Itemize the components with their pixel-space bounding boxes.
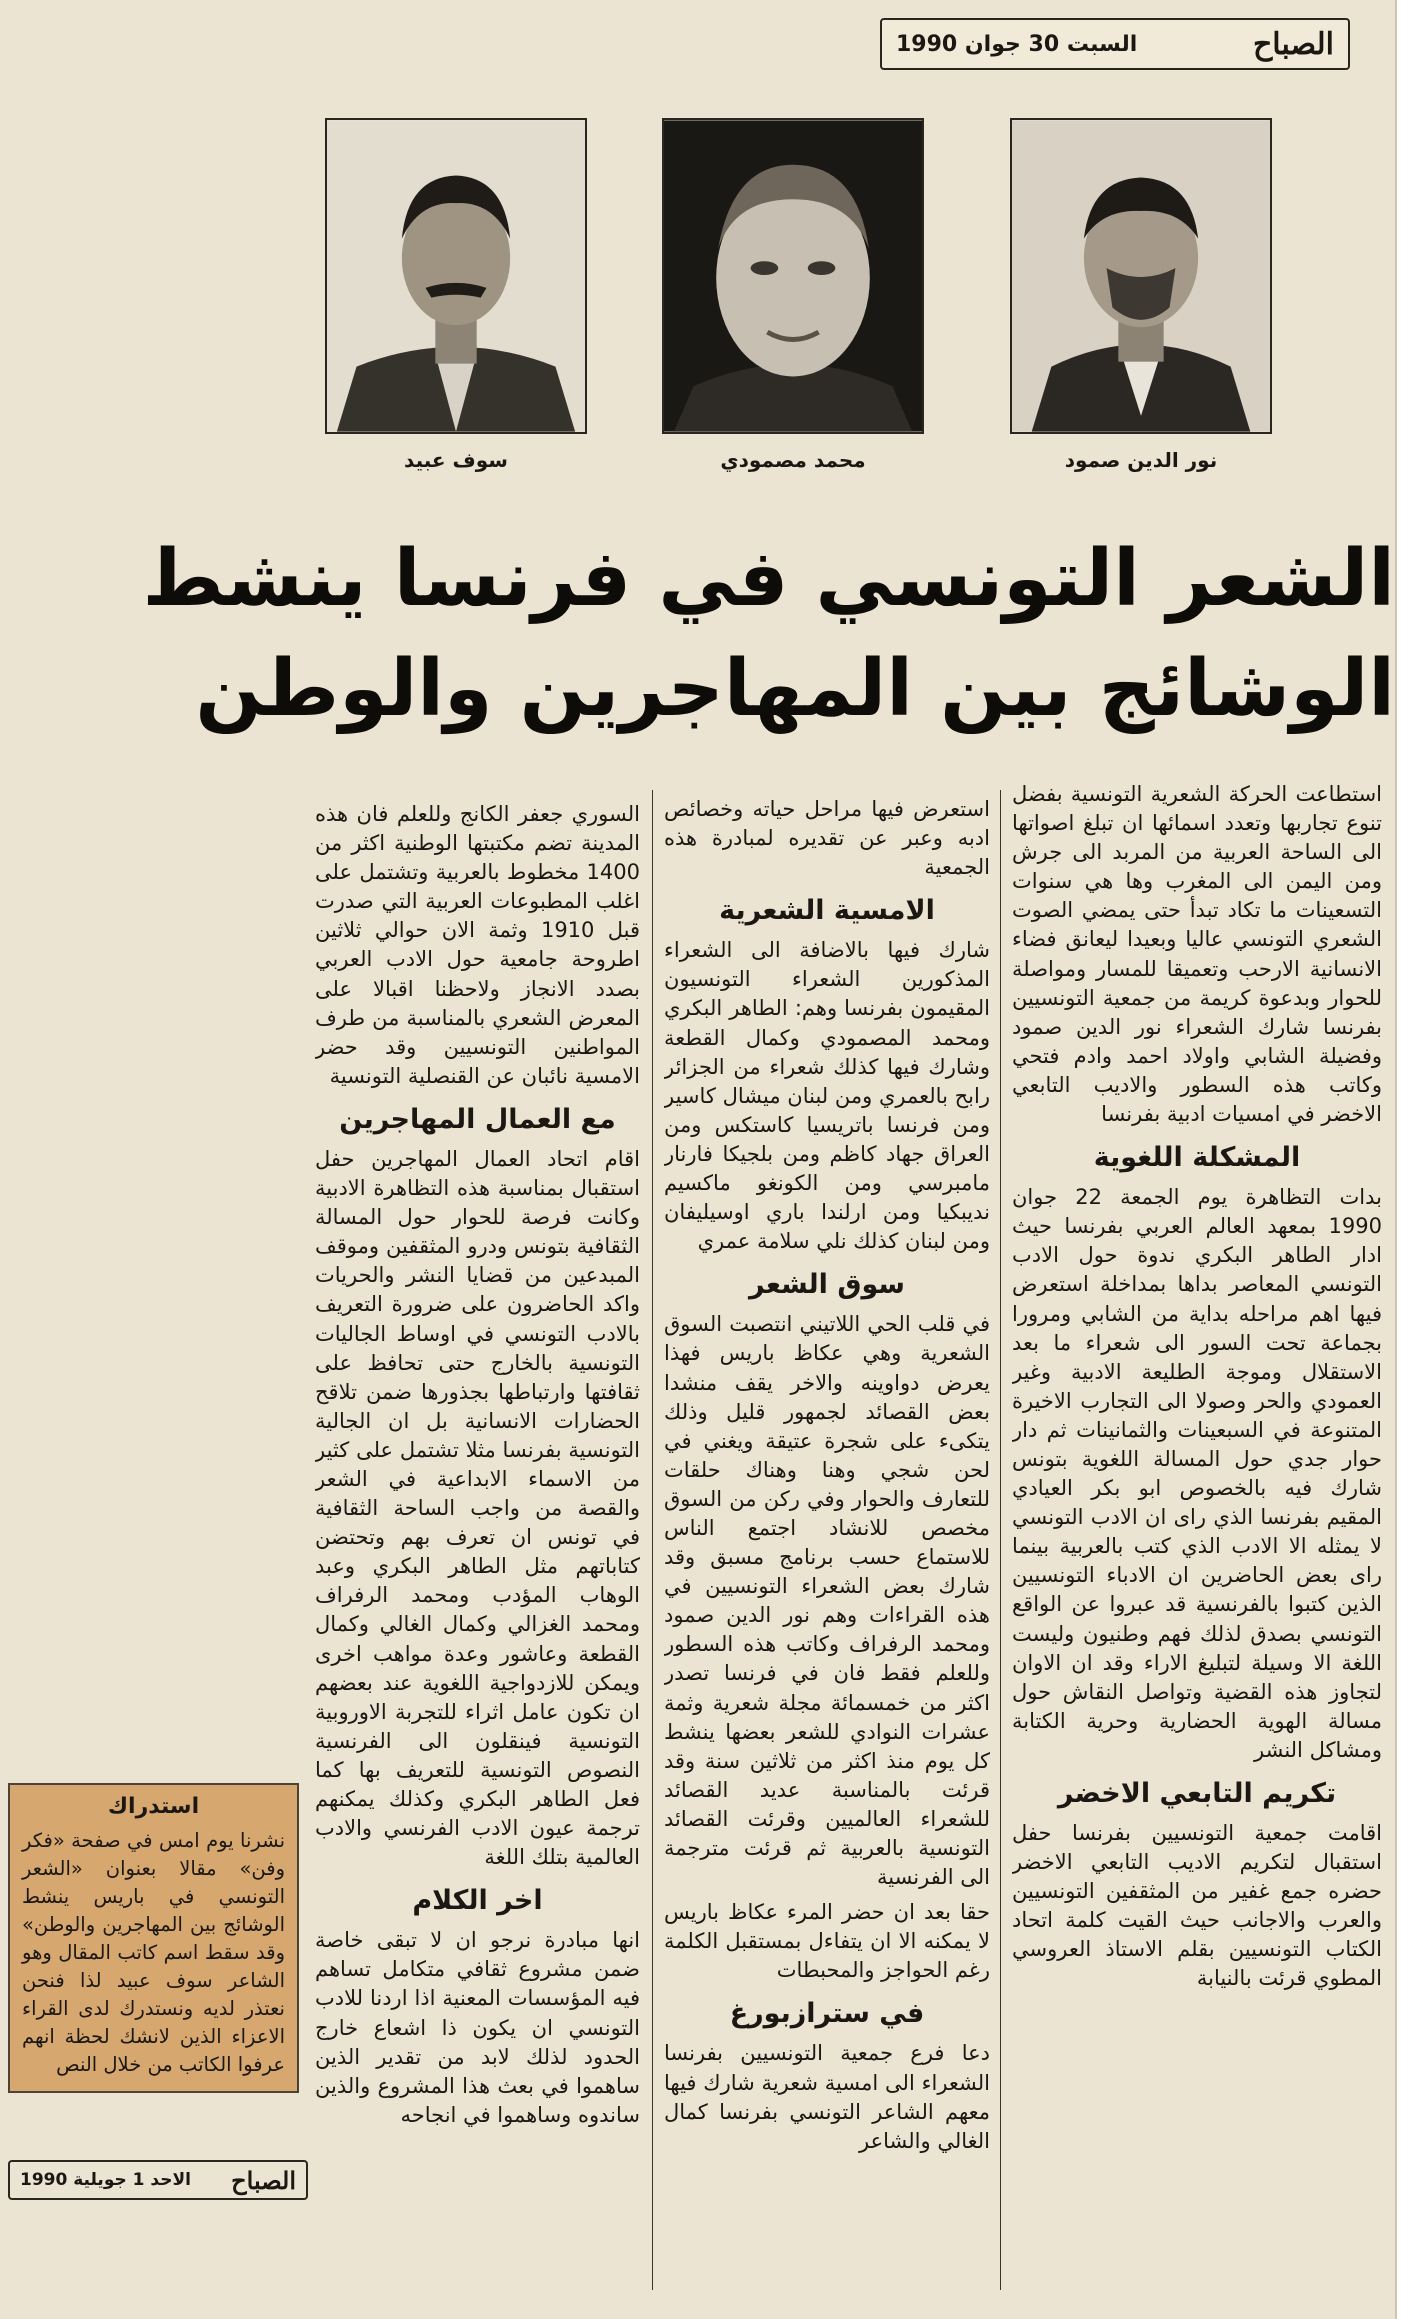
subheading: الامسية الشعرية [719,895,935,927]
paragraph: اقامت جمعية التونسيين بفرنسا حفل استقبال لتكريم الاديب التابعي الاخضر حضره جمع غفير من المثقفين التونسيين والعرب والاجانب حيث القيت كلمة اتحاد الكتاب التونسيين بقلم الاستاذ العروسي المطوي قرئت بالنيابة [1012,1821,1382,1991]
paragraph: شارك فيها بالاضافة الى الشعراء المذكورين الشعراء التونسيون المقيمون بفرنسا وهم: الطاهر البكري ومحمد المصمودي وكمال القطعة وشارك فيها كذلك شعراء من الجزائر رابح بالعمري ومن لبنان ميشال كاسير ومن فرنسا باتريسيا كاستكس ومن العراق جهاد كاظم ومن بلجيكا فارنار مامبرسي ومن الكونغو ماكسيم نديبكيا ومن ارلندا باري اوسيليفان ومن لبنان كذلك نلي سلامة عمري [664,938,990,1254]
subheading: تكريم التابعي الاخضر [1057,1778,1337,1809]
article-column-left [315,800,640,2300]
paragraph: حقا بعد ان حضر المرء عكاظ باريس لا يمكنه الا ان يتفاءل بمستقبل الكلمة رغم الحواجز والمحبطات [664,1900,990,1983]
second-masthead-date: الاحد 1 جويلية 1990 [20,2170,191,2190]
column-rule [652,790,653,2290]
paragraph: دعا فرع جمعية التونسيين بفرنسا الشعراء الى امسية شعرية شارك فيها معهم الشاعر التونسي بفرنسا كمال الغالي والشاعر [664,2041,990,2153]
caption-samoud: نور الدين صمود [1064,448,1218,472]
portrait-photo-obeid [325,118,587,434]
article-column-middle [664,795,990,2300]
paragraph: اقام اتحاد العمال المهاجرين حفل استقبال بمناسبة هذه التظاهرة الادبية وكانت فرصة للحوار حول المسالة الثقافية بتونس ودرو المثقفين وموقف المبدعين من قضايا النشر والحريات واكد الحاضرون على ضرورة التعريف بالادب التونسي في اوساط الجاليات التونسية بالخارج حتى تحافظ على ثقافتها وارتباطها بجذورها ضمن تلاقح الحضارات الانسانية بل ان الجالية التونسية بفرنسا مثلا تشتمل على كثير من الاسماء الابداعية في الشعر والقصة من واجب الساحة الثقافية في تونس ان تعرف بهم وتحتضن كتاباتهم مثل الطاهر البكري وعبد الوهاب المؤدب ومحمد الرفراف ومحمد الغزالي وكمال الغالي وكمال القطعة وعاشور وعدة مواهب اخرى ويمكن للازدواجية اللغوية عند بعضهم ان تكون عامل اثراء للتجربة الاوروبية التونسية فينقلون الى الفرنسية النصوص التونسية للتعريف بها كما فعل الطاهر البكري وكذلك يمكنهم ترجمة عيون الادب الفرنسي والادب العالمية بتلك اللغة [315,1146,640,1870]
column-rule [1000,790,1001,2290]
masthead [880,18,1350,70]
correction-notice [8,1783,299,2093]
subheading: سوق الشعر [749,1269,905,1301]
masthead-logo: الصباح [1252,26,1334,62]
second-masthead [8,2160,308,2200]
subheading: مع العمال المهاجرين [339,1103,616,1135]
paragraph: السوري جعفر الكانج وللعلم فان هذه المدينة تضم مكتبتها الوطنية اكثر من 1400 مخطوط بالعربية وتشتمل على اغلب المطبوعات العربية التي صدرت قبل 1910 وثمة الان حوالي ثلاثين اطروحة جامعية حول الادب العربي بصدد الانجاز ولاحظنا اقبالا على المعرض الشعري بالمناسبة من طرف المواطنين التونسيين وقد حضر الامسية نائبان عن القنصلية التونسية [315,802,640,1088]
correction-text: نشرنا يوم امس في صفحة «فكر وفن» مقالا بعنوان «الشعر التونسي في باريس ينشط الوشائج بين المهاجرين والوطن» وقد سقط اسم كاتب المقال وهو الشاعر سوف عبيد لذا فنحن نعتذر لديه ونستدرك لدى القراء الاعزاء الذين لانشك لحظة انهم عرفوا الكاتب من خلال النص [22,1829,285,2076]
article-column-right [1012,780,1382,2300]
correction-title: استدراك [107,1794,200,1819]
subheading: اخر الكلام [412,1885,543,1917]
caption-obeid: سوف عبيد [404,448,508,472]
subheading: المشكلة اللغوية [1093,1142,1301,1174]
second-masthead-logo: الصباح [231,2165,296,2195]
paragraph: استعرض فيها مراحل حياته وخصائص ادبه وعبر عن تقديره لمبادرة هذه الجمعية [664,797,990,880]
headline-line-2: الوشائج بين المهاجرين والوطن [195,644,1395,734]
subheading: في سترازبورغ [729,1998,925,2030]
paragraph: انها مبادرة نرجو ان لا تبقى خاصة ضمن مشروع ثقافي متكامل تساهم فيه المؤسسات المعنية اذا اردنا للادب التونسي ان يكون ذا اشعاع خارج الحدود لذلك لابد من تقدير الذين ساهموا في بعث هذا المشروع والذين ساندوه وساهموا في انجاحه [315,1928,640,2127]
paragraph: بدات التظاهرة يوم الجمعة 22 جوان 1990 بمعهد العالم العربي بفرنسا حيث ادار الطاهر البكري ندوة حول الادب التونسي المعاصر بداها بمداخلة استعرض فيها اهم مراحله بداية من الشابي ومرورا بجماعة تحت السور الى شعراء ما بعد الاستقلال وموجة الطليعة الادبية وغير العمودي والحر وصولا الى التجارب الاخيرة المتنوعة في السبعينات والثمانينات ثم دار حوار جدي حول المسالة اللغوية بتونس شارك فيه بالخصوص ابو بكر العيادي المقيم بفرنسا الذي راى ان الادب التونسي لا يمثله الا الادب الذي كتب بالعربية بينما راى بعض الحاضرين ان الادباء التونسيين الذين كتبوا بالفرنسية قد عبروا عن الواقع التونسي بصدق لذلك فهم وطنيون وليست اللغة الا وسيلة لتبليغ الاراء وقد ان الاوان لتجاوز هذه القضية وتواصل النقاش حول مسالة الهوية الحضارية وحرية الكتابة ومشاكل النشر [1012,1185,1382,1762]
headline-line-1: الشعر التونسي في فرنسا ينشط [142,534,1395,624]
portrait-photo-samoud [1010,118,1272,434]
portrait-photo-masmoudi [662,118,924,434]
masthead-date: السبت 30 جوان 1990 [896,31,1138,57]
paragraph: استطاعت الحركة الشعرية التونسية بفضل تنوع تجاربها وتعدد اسمائها ان تبلغ اصواتها الى الساحة العربية من المربد الى جرش ومن اليمن الى المغرب وها هي سنوات التسعينات ما تكاد تبدأ حتى يمضي الصوت الشعري التونسي عاليا وبعيدا ليعانق فضاء الانسانية الارحب وتعميقا للمسار ومواصلة للحوار وبدعوة كريمة من جمعية التونسيين بفرنسا شارك الشعراء نور الدين صمود وفضيلة الشابي واولاد احمد وادم فتحي وكاتب هذه السطور والاديب التابعي الاخضر في امسيات ادبية بفرنسا [1012,782,1382,1127]
caption-masmoudi: محمد مصمودي [720,448,866,472]
paragraph: في قلب الحي اللاتيني انتصبت السوق الشعرية وهي عكاظ باريس فهذا يعرض دواوينه والاخر يقف منشدا بعض القصائد لجمهور قليل وذلك يتكىء على شجرة عتيقة ويغني في لحن شجي وهنا وهناك حلقات للتعارف والحوار وفي ركن من السوق مخصص للانشاد اجتمع الناس للاستماع حسب برنامج مسبق وقد شارك بعض الشعراء التونسيين في هذه القراءات وهم نور الدين صمود ومحمد الرفراف وكاتب هذه السطور وللعلم فقط فان في فرنسا تصدر اكثر من خمسمائة مجلة شعرية وثمة عشرات النوادي للشعر بعضها ينشط كل يوم منذ اكثر من ثلاثين سنة وقد قرئت بالمناسبة عديد القصائد للشعراء العالميين وقرئت القصائد التونسية بالعربية ثم قرئت مترجمة الى الفرنسية [664,1312,990,1890]
